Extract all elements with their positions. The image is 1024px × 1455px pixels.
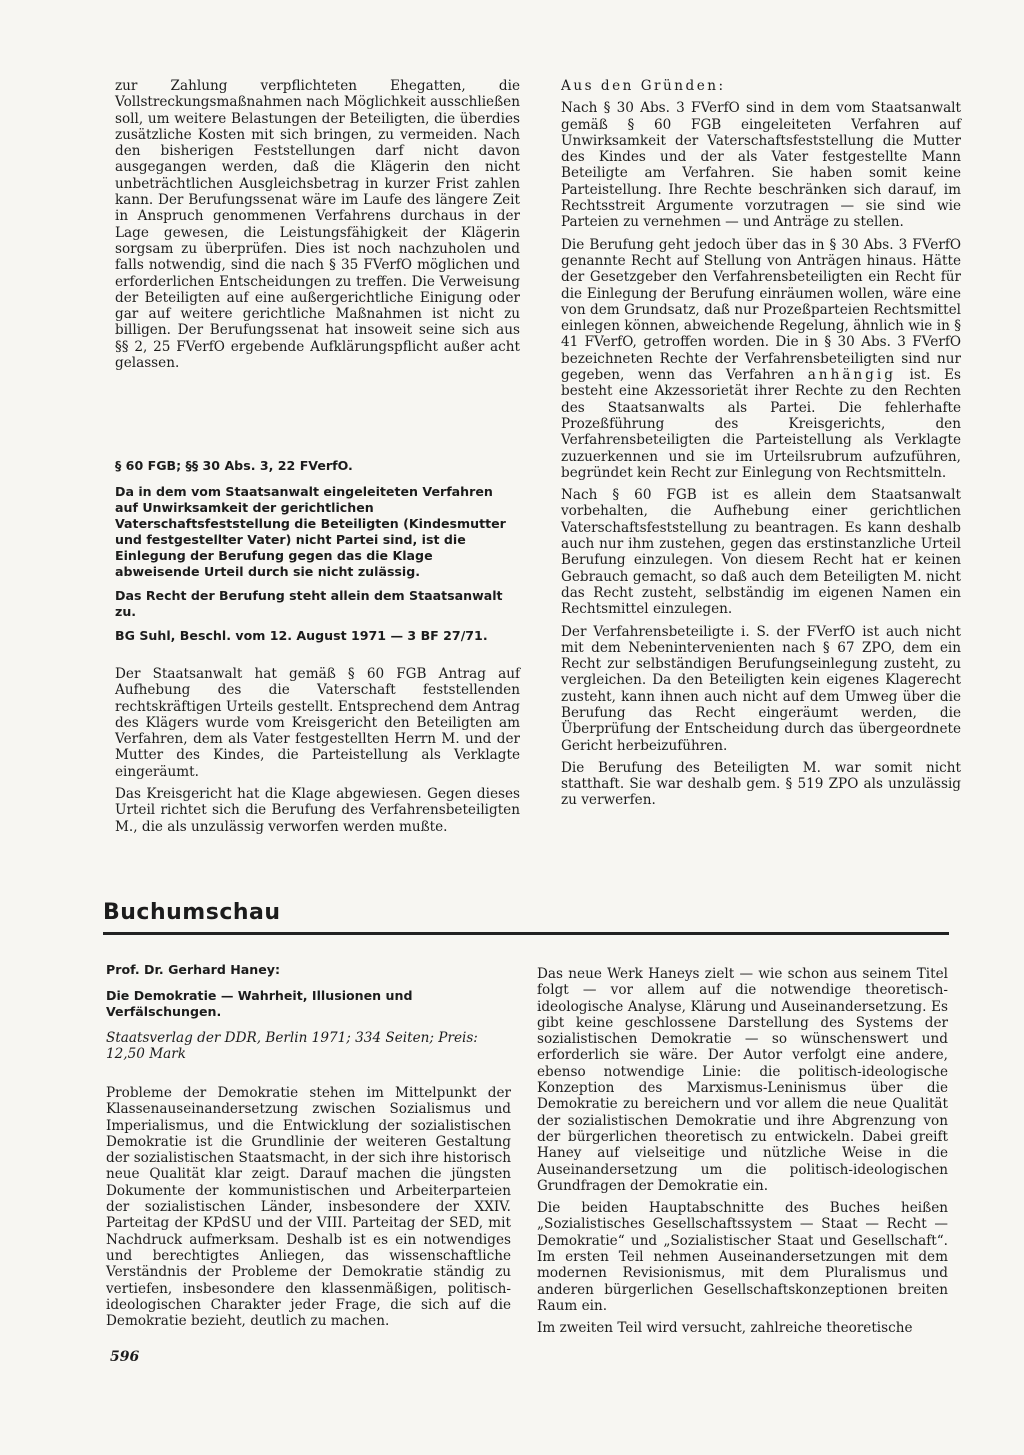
text-run: ist. Es besteht eine Akzessorietät ihrer Rechte zu den Rechten des Staatsanwalts als Partei. Die fehlerhafte Prozeßführung des Kreisgerichts, den Verfahrensbeteiligten die Parteistellung als Verklagte zuzuerkennen und sie im Urteilsrubrum aufzuführen, begründet kein Recht zur Einlegung von Rechtsmitteln. xyxy=(561,367,961,481)
paragraph: zur Zahlung verpflichteten Ehegatten, die Vollstreckungsmaßnahmen nach Möglichkeit ausschließen soll, um weitere Belastungen der Beteiligten, die überdies zusätzliche Kosten mit sich bringen, zu vermeiden. Nach den bisherigen Feststellungen darf nicht davon ausgegangen werden, daß die Klägerin den nicht unbeträchtlichen Ausgleichsbetrag in kurzer Frist zahlen kann. Der Berufungssenat wäre im Laufe des längere Zeit in Anspruch genommenen Verfahrens durchaus in der Lage gewesen, die Leistungsfähigkeit der Klägerin sorgsam zu überprüfen. Dies ist noch nachzuholen und falls notwendig, sind die nach § 35 FVerfO möglichen und erforderlichen Entscheidungen zu treffen. Die Verweisung der Beteiligten auf eine außergerichtliche Einigung oder gar auf weitere gerichtliche Maßnahmen ist nicht zu billigen. Der Berufungssenat hat insoweit seine sich aus §§ 2, 25 FVerfO ergebende Aufklärungspflicht außer acht gelassen. xyxy=(115,78,520,372)
book-publisher: Staatsverlag der DDR, Berlin 1971; 334 Seiten; Preis: 12,50 Mark xyxy=(106,1030,478,1063)
paragraph: Der Verfahrensbeteiligte i. S. der FVerfO ist auch nicht mit dem Nebenintervenienten nach § 67 ZPO, dem ein Recht zur selbständigen Berufungseinlegung zusteht, zu vergleichen. Da den Beteiligten kein eigenes Klagerecht zusteht, kann ihnen auch nicht auf dem Umweg über die Berufung das Recht eingeräumt werden, die Überprüfung der Entscheidung durch das übergeordnete Gericht herbeizuführen. xyxy=(561,623,961,754)
paragraph: Nach § 30 Abs. 3 FVerfO sind in dem vom Staatsanwalt gemäß § 60 FGB eingeleiteten Verfahren auf Unwirksamkeit der Vaterschaftsfeststellung die Mutter des Kindes und der als Vater festgestellte Mann Beteiligte am Verfahren. Sie haben somit keine Parteistellung. Ihre Rechte beschränken sich darauf, im Rechtsstreit Argumente vorzutragen — sie sind wie Parteien zu vernehmen — und Anträge zu stellen. xyxy=(561,100,961,231)
page-number: 596 xyxy=(110,1349,140,1365)
headnote-citation: BG Suhl, Beschl. vom 12. August 1971 — 3 BF 27/71. xyxy=(115,628,488,643)
section-title: Buchumschau xyxy=(103,900,281,925)
paragraph xyxy=(561,237,961,481)
paragraph: Probleme der Demokratie stehen im Mittelpunkt der Klassenauseinandersetzung zwischen Sozialismus und Imperialismus, und die Entwicklung der sozialistischen Demokratie ist die Grundlinie der weiteren Gestaltung der sozialistischen Staatsmacht, in der sich ihre historisch neue Qualität klar zeigt. Darauf machen die jüngsten Dokumente der kommunistischen und Arbeiterparteien der sozialistischen Länder, insbesondere der XXIV. Parteitag der KPdSU und der VIII. Parteitag der SED, mit Nachdruck aufmerksam. Deshalb ist es ein notwendiges und berechtigtes Anliegen, das wissenschaftliche Verständnis der Probleme der Demokratie ständig zu vertiefen, insbesondere den klassenmäßigen, politisch-ideologischen Charakter jeder Frage, die sich auf die Demokratie bezieht, deutlich zu machen. xyxy=(106,1085,511,1330)
section-rule xyxy=(103,932,949,935)
left-column-bottom xyxy=(106,1085,511,1335)
paragraph: Die beiden Hauptabschnitte des Buches heißen „Sozialistisches Gesellschaftssystem — Staat — Recht — Demokratie“ und „Sozialistischer Staat und Gesellschaft“. Im ersten Teil nehmen Auseinandersetzungen mit dem modernen Revisionismus, mit dem Pluralismus und anderen bürgerlichen Gesellschaftskonzeptionen breiten Raum ein. xyxy=(537,1200,948,1314)
paragraph: Das Kreisgericht hat die Klage abgewiesen. Gegen dieses Urteil richtet sich die Berufung des Verfahrensbeteiligten M., die als unzulässig verworfen werden mußte. xyxy=(115,786,520,835)
right-column-bottom xyxy=(537,966,948,1343)
headnote-norms: § 60 FGB; §§ 30 Abs. 3, 22 FVerfO. xyxy=(115,458,353,473)
left-column-top xyxy=(115,78,520,377)
text-run: Die Berufung geht jedoch über das in § 30 Abs. 3 FVerfO genannte Recht auf Stellung von Anträgen hinaus. Hätte der Gesetzgeber den Verfahrensbeteiligten ein Recht für die Einlegung der Berufung einräumen wollen, wäre eine von dem Grundsatz, daß nur Prozeßparteien Rechtsmittel einlegen können, abweichende Regelung, ähnlich wie in § 41 FVerfO, getroffen worden. Die in § 30 Abs. 3 FVerfO bezeichneten Rechte der Verfahrensbeteiligten sind nur gegeben, wenn das Verfahren xyxy=(561,236,961,384)
paragraph: Im zweiten Teil wird versucht, zahlreiche theoretische xyxy=(537,1320,913,1337)
reasons-heading: Aus den Gründen: xyxy=(561,78,726,94)
paragraph: Nach § 60 FGB ist es allein dem Staatsanwalt vorbehalten, die Aufhebung einer gerichtlichen Vaterschaftsfeststellung zu beantragen. Es kann deshalb auch nur ihm zustehen, gegen das erstinstanzliche Urteil Berufung einzulegen. Von diesem Recht hat er keinen Gebrauch gemacht, so daß auch dem Beteiligten M. nicht das Recht zusteht, selbständig im eigenen Namen ein Rechtsmittel einzulegen. xyxy=(561,487,961,618)
paragraph: Der Staatsanwalt hat gemäß § 60 FGB Antrag auf Aufhebung des die Vaterschaft feststellenden rechtskräftigen Urteils gestellt. Entsprechend dem Antrag des Klägers wurde vom Kreisgericht den Beteiligten am Verfahren, dem als Vater festgestellten Herrn M. und der Mutter des Kindes, die Parteistellung als Verklagte eingeräumt. xyxy=(115,666,520,780)
paragraph: Die Berufung des Beteiligten M. war somit nicht statthaft. Sie war deshalb gem. § 519 ZPO als unzulässig zu verwerfen. xyxy=(561,759,961,809)
paragraph: Das neue Werk Haneys zielt — wie schon aus seinem Titel folgt — vor allem auf die notwendige theoretisch-ideologische Analyse, Klärung und Auseinandersetzung. Es gibt keine geschlossene Darstellung des Systems der sozialistischen Demokratie — so wünschenswert und erforderlich sie wäre. Der Autor verfolgt eine andere, ebenso notwendige Linie: die politisch-ideologische Konzeption des Marxismus-Leninismus über die Demokratie zu bereichern und vor allem die neue Qualität der sozialistischen Demokratie und ihre Abgrenzung von der bürgerlichen theoretisch zu entwickeln. Dabei greift Haney auf vielseitige und nützliche Weise in die Auseinandersetzung um die politisch-ideologischen Grundfragen der Demokratie ein. xyxy=(537,966,948,1194)
headnote xyxy=(115,458,520,841)
emphasis-spaced: anhängig xyxy=(807,367,896,384)
right-column-top xyxy=(561,78,961,815)
book-header xyxy=(106,962,511,1069)
headnote-guide-2: Das Recht der Berufung steht allein dem Staatsanwalt zu. xyxy=(115,588,503,619)
book-author: Prof. Dr. Gerhard Haney: xyxy=(106,962,281,977)
book-title: Die Demokratie — Wahrheit, Illusionen und Verfälschungen. xyxy=(106,988,413,1019)
headnote-guide-1: Da in dem vom Staatsanwalt eingeleiteten Verfahren auf Unwirksamkeit der gerichtlichen Vaterschaftsfeststellung die Beteiligten (Kindesmutter und festgestellter Vater) nicht Partei sind, ist die Einlegung der Berufung gegen das die Klage abweisende Urteil durch sie nicht zulässig. xyxy=(115,484,506,579)
